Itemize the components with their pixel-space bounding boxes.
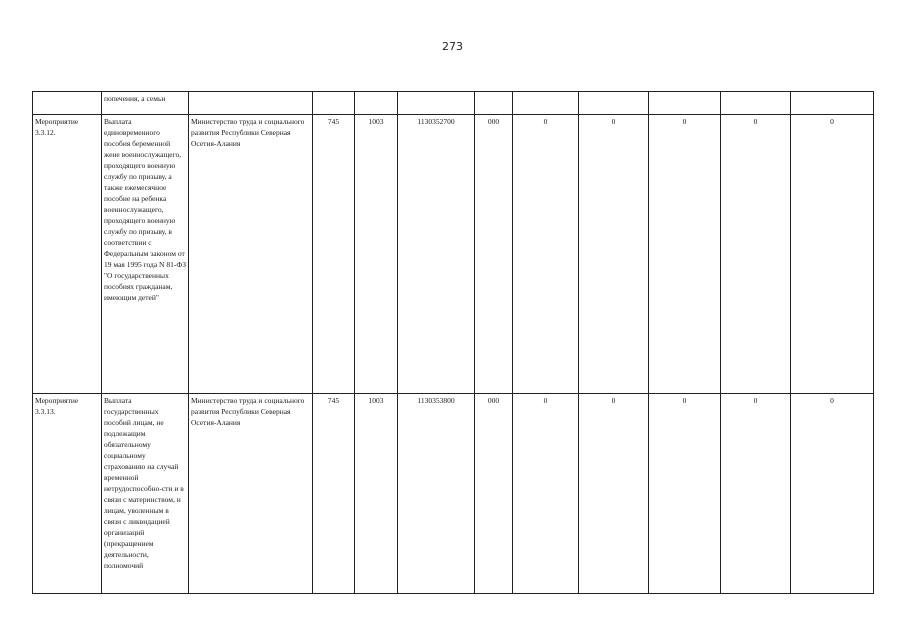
measure-id-cell: Мероприятие 3.3.13. [33,394,102,594]
page-number: 273 [442,40,463,53]
rzpr-cell: 1003 [355,394,398,594]
grbs-cell [313,92,355,115]
value-cell [791,92,874,115]
table-row [33,92,874,115]
executor-cell: Министерство труда и социального развития Республики Северная Осетия-Алания [189,394,313,594]
value-cell: 0 [513,115,579,394]
executor-cell: Министерство труда и социального развития Республики Северная Осетия-Алания [189,115,313,394]
value-cell: 0 [721,115,791,394]
grbs-cell: 745 [313,394,355,594]
executor-cell [189,92,313,115]
csr-cell [398,92,475,115]
measure-id-cell: Мероприятие 3.3.12. [33,115,102,394]
vr-cell: 000 [475,115,513,394]
program-table [32,91,874,594]
value-cell: 0 [649,394,721,594]
vr-cell: 000 [475,394,513,594]
value-cell [579,92,649,115]
value-cell: 0 [579,115,649,394]
measure-name-cell: попечения, а семьи [102,92,189,115]
rzpr-cell: 1003 [355,115,398,394]
csr-cell: 1130352700 [398,115,475,394]
measure-name-cell: Выплата единовременного пособия беременной жене военнослужащего, проходящего военную службу по призыву, а также ежемесячное пособие на ребенка военнослужащего, проходящего военную службу по призыву, в соответствии с Федеральным законом от 19 мая 1995 года N 81-ФЗ "О государственных пособиях гражданам, имеющим детей" [102,115,189,394]
value-cell: 0 [721,394,791,594]
value-cell: 0 [513,394,579,594]
value-cell [513,92,579,115]
value-cell: 0 [579,394,649,594]
table-row [33,115,874,394]
vr-cell [475,92,513,115]
rzpr-cell [355,92,398,115]
value-cell [721,92,791,115]
grbs-cell: 745 [313,115,355,394]
measure-name-cell: Выплата государственных пособий лицам, не подлежащим обязательному социальному страхованию на случай временной нетрудоспособно-сти и в связи с материнством, и лицам, уволенным в связи с ликвидацией организаций (прекращением деятельности, полномочий [102,394,189,594]
measure-id-cell [33,92,102,115]
csr-cell: 1130353800 [398,394,475,594]
value-cell: 0 [649,115,721,394]
value-cell: 0 [791,115,874,394]
table-row [33,394,874,594]
value-cell: 0 [791,394,874,594]
value-cell [649,92,721,115]
